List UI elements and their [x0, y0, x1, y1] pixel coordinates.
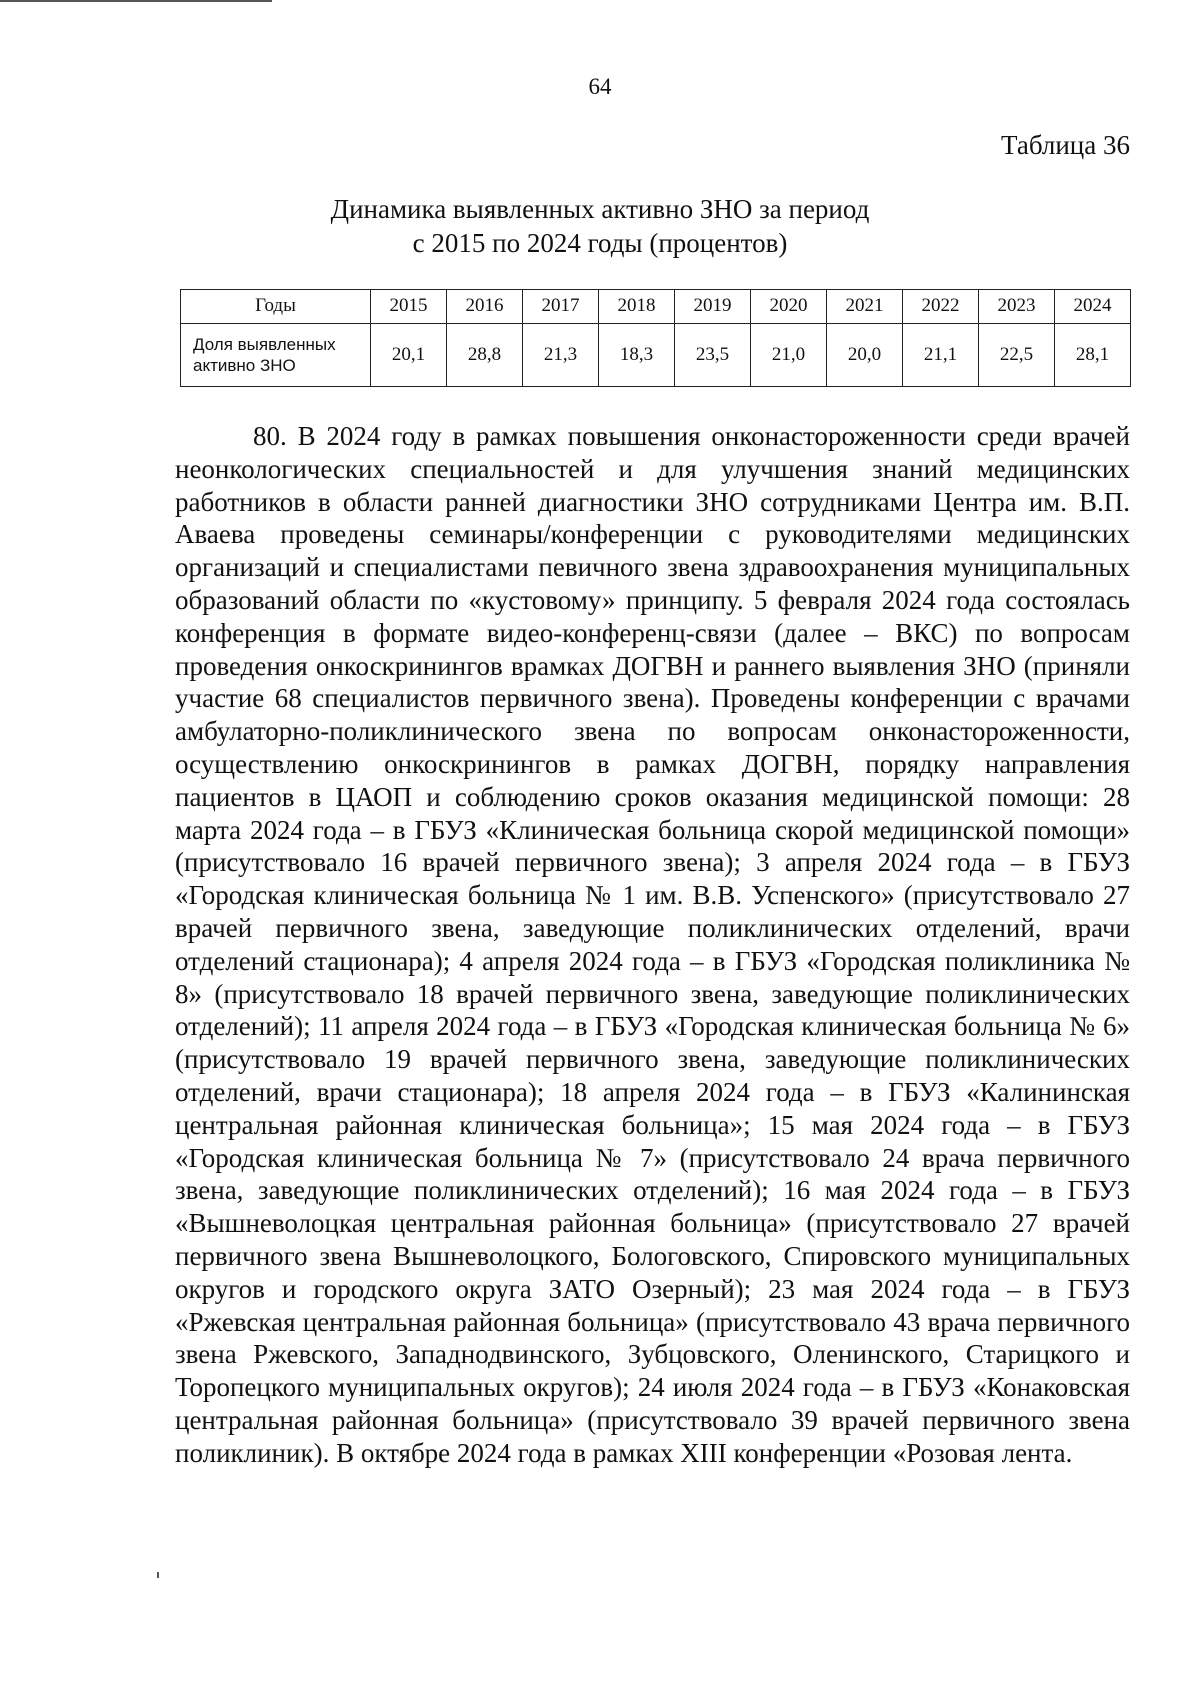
year-cell: 2024 [1055, 290, 1131, 324]
value-cell: 23,5 [675, 323, 751, 386]
table-value-row [181, 323, 1131, 386]
year-cell: 2023 [979, 290, 1055, 324]
scan-speck [157, 1572, 159, 1578]
year-cell: 2022 [903, 290, 979, 324]
year-cell: 2021 [827, 290, 903, 324]
year-cell: 2016 [447, 290, 523, 324]
table-header-row [181, 290, 1131, 324]
year-cell: 2018 [599, 290, 675, 324]
table-title [0, 192, 1200, 260]
value-cell: 28,8 [447, 323, 523, 386]
header-label-cell: Годы [181, 290, 371, 324]
year-cell: 2017 [523, 290, 599, 324]
value-cell: 28,1 [1055, 323, 1131, 386]
value-cell: 21,3 [523, 323, 599, 386]
table-label: Таблица 36 [1001, 130, 1130, 160]
scan-edge-mark [0, 0, 272, 2]
year-cell: 2019 [675, 290, 751, 324]
value-cell: 22,5 [979, 323, 1055, 386]
value-cell: 21,0 [751, 323, 827, 386]
year-cell: 2015 [371, 290, 447, 324]
table-title-line-1: Динамика выявленных активно ЗНО за период [330, 194, 870, 224]
row-label-line-2: активно ЗНО [193, 355, 296, 375]
row-label-cell [181, 323, 371, 386]
value-cell: 20,0 [827, 323, 903, 386]
page-number: 64 [588, 74, 612, 99]
row-label-line-1: Доля выявленных [193, 334, 336, 354]
table-title-line-2: с 2015 по 2024 годы (процентов) [412, 228, 788, 258]
data-table [180, 289, 1131, 387]
value-cell: 21,1 [903, 323, 979, 386]
value-cell: 20,1 [371, 323, 447, 386]
body-paragraph [175, 420, 1130, 1470]
value-cell: 18,3 [599, 323, 675, 386]
paragraph-text: 80. В 2024 году в рамках повышения онконастороженности среди врачей неонкологических специальностей и для улучшения знаний медицинских работников в области ранней диагностики ЗНО сотрудниками Центра им. В.П. Аваева проведены семинары/конференции с руководителями медицинских организаций и специалистами певичного звена здравоохранения муниципальных образований области по «кустовому» принципу. 5 февраля 2024 года состоялась конференция в формате видео-конференц-связи (далее – ВКС) по вопросам проведения онкоскринингов врамках ДОГВН и раннего выявления ЗНО (приняли участие 68 специалистов первичного звена). Проведены конференции с врачами амбулаторно-поликлинического звена по вопросам онконастороженности, осуществлению онкоскринингов в рамках ДОГВН, порядку направления пациентов в ЦАОП и соблюдению сроков оказания медицинской помощи: 28 марта 2024 года – в ГБУЗ «Клиническая больница скорой медицинской помощи» (присутствовало 16 врачей первичного звена); 3 апреля 2024 года – в ГБУЗ «Городская клиническая больница № 1 им. В.В. Успенского» (присутствовало 27 врачей первичного звена, заведующие поликлинических отделений, врачи отделений стационара); 4 апреля 2024 года – в ГБУЗ «Городская поликлиника № 8» (присутствовало 18 врачей первичного звена, заведующие поликлинических отделений); 11 апреля 2024 года – в ГБУЗ «Городская клиническая больница № 6» (присутствовало 19 врачей первичного звена, заведующие поликлинических отделений, врачи стационара); 18 апреля 2024 года – в ГБУЗ «Калининская центральная районная клиническая больница»; 15 мая 2024 года – в ГБУЗ «Городская клиническая больница № 7» (присутствовало 24 врача первичного звена, заведующие поликлинических отделений); 16 мая 2024 года – в ГБУЗ «Вышневолоцкая центральная районная больница» (присутствовало 27 врачей первичного звена Вышневолоцкого, Бологовского, Спировского муниципальных округов и городского округа ЗАТО Озерный); 23 мая 2024 года – в ГБУЗ «Ржевская центральная районная больница» (присутствовало 43 врача первичного звена Ржевского, Западнодвинского, Зубцовского, Оленинского, Старицкого и Торопецкого муниципальных округов); 24 июля 2024 года – в ГБУЗ «Конаковская центральная районная больница» (присутствовало 39 врачей первичного звена поликлиник). В октябре 2024 года в рамках XIII конференции «Розовая лента. [175, 421, 1130, 1468]
year-cell: 2020 [751, 290, 827, 324]
